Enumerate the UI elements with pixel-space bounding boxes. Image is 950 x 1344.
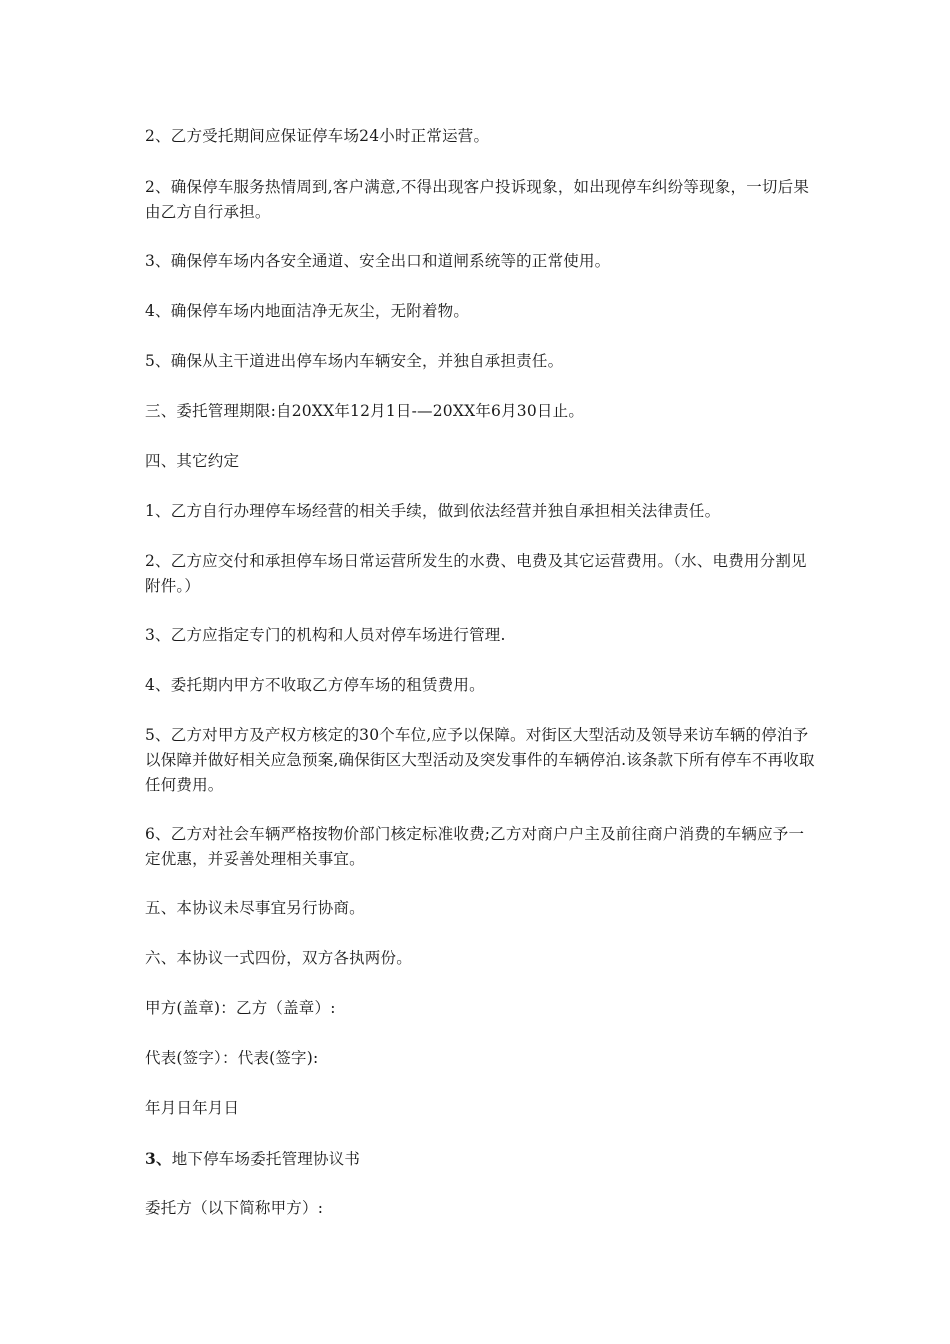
other-clause-2: 2、乙方应交付和承担停车场日常运营所发生的水费、电费及其它运营费用。（水、电费用分割见附件。） [145,552,807,595]
agreement-heading-number: 3、 [145,1149,172,1168]
clause-2-service: 2、确保停车服务热情周到,客户满意,不得出现客户投诉现象，如出现停车纠纷等现象，一切后果由乙方自行承担。 [145,178,810,221]
section-4-heading: 四、其它约定 [145,452,240,470]
clause-2-operation: 2、乙方受托期间应保证停车场24小时正常运营。 [145,127,490,145]
clause-4-cleanliness: 4、确保停车场内地面洁净无灰尘，无附着物。 [145,302,470,320]
signature-representatives-line: 代表(签字）：代表(签字): [145,1049,319,1067]
signature-seals-line: 甲方(盖章)：乙方（盖章）: [145,999,336,1017]
other-clause-5: 5、乙方对甲方及产权方核定的30个车位,应予以保障。对街区大型活动及领导来访车辆的停泊予以保障并做好相关应急预案,确保街区大型活动及突发事件的车辆停泊.该条款下所有停车不再收取任何费用。 [145,726,815,794]
agreement-heading [145,1146,817,1172]
section-3-term: 三、委托管理期限:自20XX年12月1日-—20XX年6月30日止。 [145,402,585,420]
other-clause-1: 1、乙方自行办理停车场经营的相关手续，做到依法经营并独自承担相关法律责任。 [145,502,721,520]
agreement-heading-title: 地下停车场委托管理协议书 [171,1150,361,1168]
principal-party-line: 委托方（以下简称甲方）: [145,1199,324,1217]
section-6: 六、本协议一式四份，双方各执两份。 [145,949,412,967]
section-5: 五、本协议未尽事宜另行协商。 [145,899,365,917]
signature-date-line: 年月日年月日 [145,1099,240,1117]
other-clause-4: 4、委托期内甲方不收取乙方停车场的租赁费用。 [145,676,485,694]
clause-3-safety-exits: 3、确保停车场内各安全通道、安全出口和道闸系统等的正常使用。 [145,252,611,270]
other-clause-6: 6、乙方对社会车辆严格按物价部门核定标准收费;乙方对商户户主及前往商户消费的车辆应予一定优惠，并妥善处理相关事宜。 [145,825,805,868]
clause-5-vehicle-safety: 5、确保从主干道进出停车场内车辆安全，并独自承担责任。 [145,352,564,370]
other-clause-3: 3、乙方应指定专门的机构和人员对停车场进行管理. [145,626,506,644]
